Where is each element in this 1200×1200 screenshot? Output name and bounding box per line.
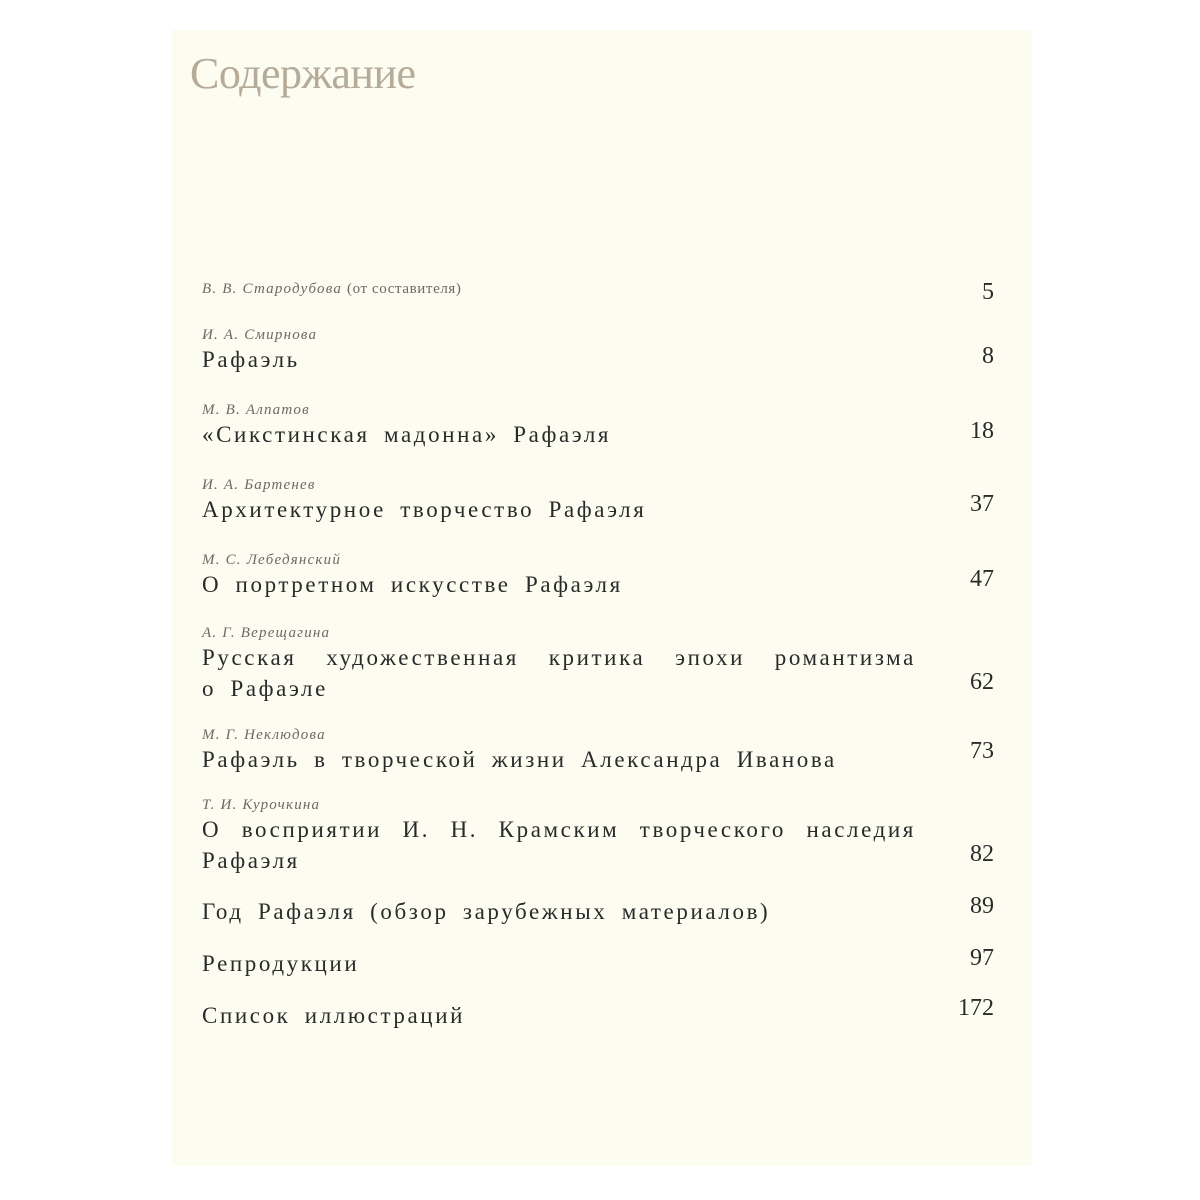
toc-entry [202, 279, 994, 305]
toc-entry [202, 624, 994, 704]
entry-title: Архитектурное творчество Рафаэля [202, 497, 647, 522]
toc-entry [202, 551, 994, 600]
entry-title-line: Русская художественная критика эпохи романтизма [202, 645, 916, 670]
entry-author-name: В. В. Стародубова [202, 281, 343, 297]
toc-entry [202, 401, 994, 450]
entry-page-number: 37 [970, 491, 994, 517]
entry-title-line: о Рафаэле [202, 676, 328, 701]
entry-title: «Сикстинская мадонна» Рафаэля [202, 422, 612, 447]
table-of-contents [172, 30, 1032, 1166]
entry-author: М. В. Алпатов [202, 402, 310, 418]
entry-author: А. Г. Верещагина [202, 625, 331, 641]
toc-entry [202, 476, 994, 525]
entry-title: О портретном искусстве Рафаэля [202, 572, 623, 597]
toc-entry [202, 893, 994, 927]
entry-author-note: (от составителя) [347, 281, 462, 297]
entry-page-number: 73 [970, 738, 994, 764]
entry-author: И. А. Смирнова [202, 327, 318, 343]
entry-page-number: 5 [982, 279, 994, 305]
entry-title [202, 642, 994, 704]
entry-title: Рафаэль в творческой жизни Александра Иванова [202, 747, 837, 772]
entry-page-number: 62 [970, 669, 994, 695]
entry-author: Т. И. Курочкина [202, 797, 321, 813]
entry-author: М. С. Лебедянский [202, 552, 342, 568]
entry-title: Рафаэль [202, 347, 300, 372]
entry-page-number: 172 [958, 995, 994, 1021]
entry-title-line: Рафаэля [202, 848, 300, 873]
entry-page-number: 47 [970, 566, 994, 592]
toc-entry [202, 796, 994, 876]
entry-author [202, 280, 994, 298]
entry-author: М. Г. Неклюдова [202, 727, 326, 743]
entry-title: Список иллюстраций [202, 1003, 466, 1028]
entry-page-number: 18 [970, 418, 994, 444]
entry-author: И. А. Бартенев [202, 477, 316, 493]
entry-title-line: О восприятии И. Н. Крамским творческого наследия [202, 817, 916, 842]
entry-page-number: 8 [982, 343, 994, 369]
toc-entry [202, 326, 994, 375]
entry-page-number: 97 [970, 945, 994, 971]
contents-heading: Содержание [190, 49, 416, 98]
entry-title: Год Рафаэля (обзор зарубежных материалов) [202, 899, 771, 924]
entry-title [202, 814, 994, 876]
entry-title: Репродукции [202, 951, 360, 976]
entry-page-number: 82 [970, 841, 994, 867]
book-page [172, 30, 1032, 1166]
toc-entry [202, 726, 994, 775]
entry-page-number: 89 [970, 893, 994, 919]
toc-entry [202, 995, 994, 1031]
toc-entry [202, 945, 994, 979]
